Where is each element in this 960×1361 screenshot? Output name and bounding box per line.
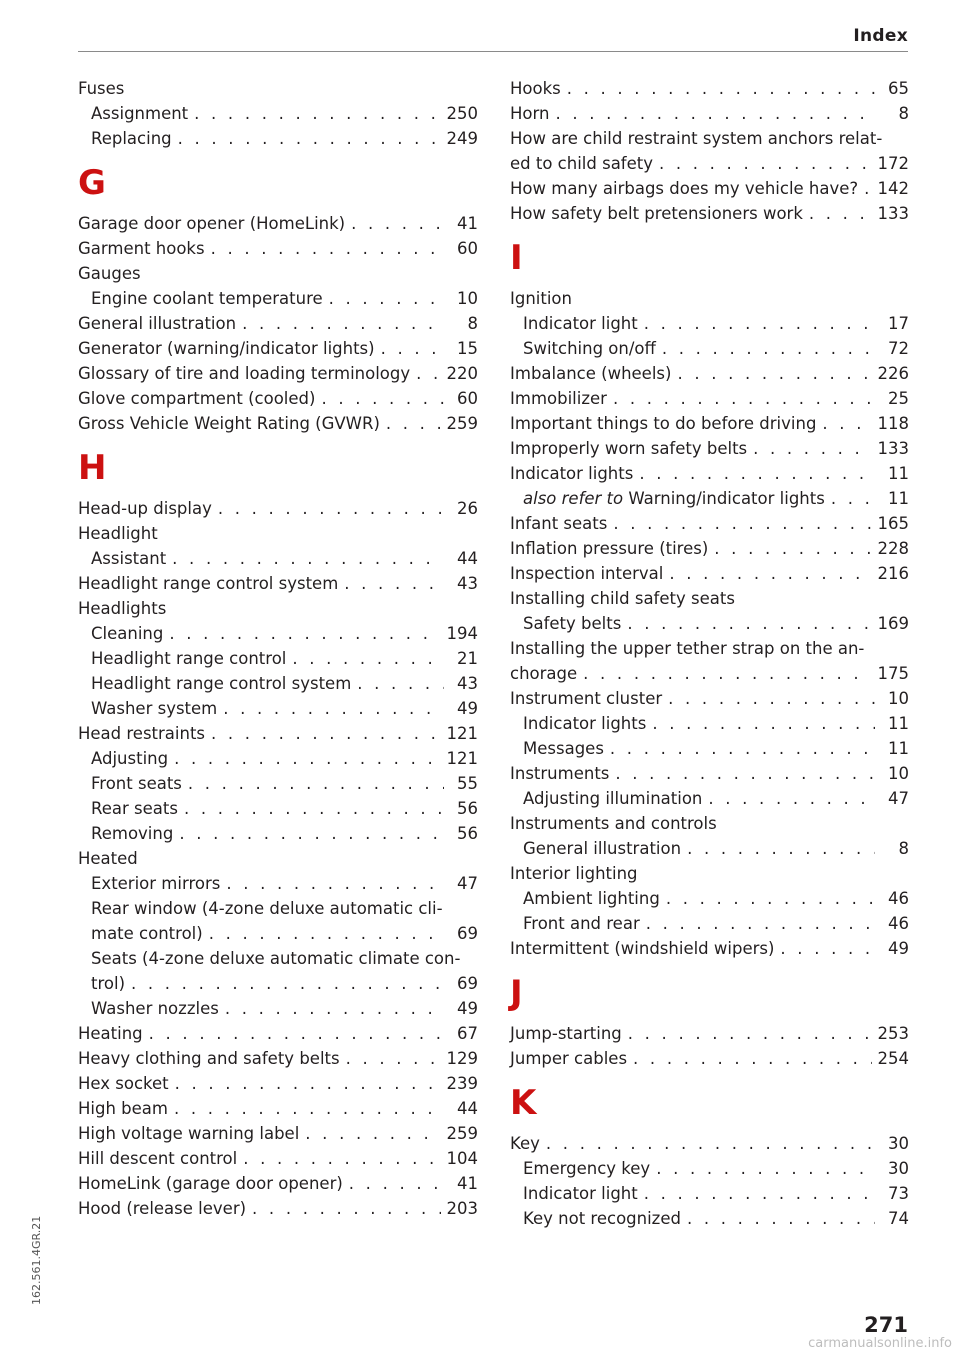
entry-label: Horn	[510, 104, 550, 123]
entry-label: Assistant	[91, 549, 167, 568]
index-subentry[interactable]	[78, 646, 478, 671]
dot-leader	[628, 1021, 872, 1046]
entry-label: Hex socket	[78, 1074, 169, 1093]
page-reference[interactable]: 194	[446, 624, 478, 643]
entry-label: Hill descent control	[78, 1149, 238, 1168]
dot-leader	[346, 1046, 441, 1071]
page-reference[interactable]: 17	[888, 314, 909, 333]
index-subentry[interactable]	[78, 696, 478, 721]
page-reference[interactable]: 69	[457, 974, 478, 993]
dot-leader	[223, 696, 444, 721]
page-reference[interactable]: 11	[888, 489, 909, 508]
page-reference[interactable]: 133	[877, 439, 909, 458]
dot-leader	[809, 201, 872, 226]
entry-label: Washer system	[91, 699, 218, 718]
dot-leader	[329, 286, 444, 311]
page-reference[interactable]: 8	[898, 104, 909, 123]
page-reference[interactable]: 175	[877, 664, 909, 683]
entry-label: Front and rear	[523, 914, 640, 933]
entry-label: Garage door opener (HomeLink)	[78, 214, 346, 233]
page-reference[interactable]: 56	[457, 824, 478, 843]
entry-label: Key	[510, 1134, 540, 1153]
index-entry[interactable]	[78, 411, 478, 436]
entry-label: Instrument cluster	[510, 689, 663, 708]
page-reference[interactable]: 216	[877, 564, 909, 583]
page-reference[interactable]: 259	[446, 414, 478, 433]
entry-label: Intermittent (windshield wipers)	[510, 939, 775, 958]
index-entry[interactable]	[510, 1131, 909, 1156]
index-entry[interactable]	[510, 461, 909, 486]
page-reference[interactable]: 44	[457, 1099, 478, 1118]
entry-label: High voltage warning label	[78, 1124, 300, 1143]
page-reference[interactable]: 121	[446, 724, 478, 743]
index-subentry[interactable]	[510, 1181, 909, 1206]
index-entry[interactable]	[78, 336, 478, 361]
entry-label: Hood (release lever)	[78, 1199, 247, 1218]
dot-leader	[668, 686, 875, 711]
page-reference[interactable]: 10	[457, 289, 478, 308]
index-heading: Installing the upper tether strap on the an-	[510, 639, 865, 658]
index-subentry[interactable]	[510, 736, 909, 761]
index-entry[interactable]	[510, 686, 909, 711]
dot-leader	[252, 1196, 440, 1221]
page-reference[interactable]: 11	[888, 714, 909, 733]
dot-leader	[646, 911, 875, 936]
page-reference[interactable]: 72	[888, 339, 909, 358]
dot-leader	[172, 546, 444, 571]
dot-leader	[780, 936, 875, 961]
entry-label: ed to child safety	[510, 154, 653, 173]
index-subentry[interactable]	[510, 1206, 909, 1231]
entry-label: Inflation pressure (tires)	[510, 539, 709, 558]
entry-label: Indicator lights	[510, 464, 634, 483]
page-reference[interactable]: 46	[888, 914, 909, 933]
index-entry[interactable]	[78, 496, 478, 521]
index-entry[interactable]	[78, 1196, 478, 1221]
dot-leader	[178, 126, 441, 151]
dot-leader	[194, 101, 440, 126]
index-entry[interactable]	[78, 1171, 478, 1196]
page-title: Index	[853, 26, 908, 46]
index-entry[interactable]	[510, 411, 909, 436]
dot-leader	[666, 886, 875, 911]
entry-label: Immobilizer	[510, 389, 607, 408]
dot-leader	[615, 761, 875, 786]
index-subentry[interactable]	[510, 611, 909, 636]
dot-leader	[633, 1046, 871, 1071]
page-reference[interactable]: 41	[457, 214, 478, 233]
index-subentry-text: Seats (4-zone deluxe automatic climate con-	[91, 949, 461, 968]
entry-label: Head restraints	[78, 724, 206, 743]
entry-label: trol)	[91, 974, 126, 993]
page-reference[interactable]: 67	[457, 1024, 478, 1043]
dot-leader	[386, 411, 441, 436]
page-reference[interactable]: 121	[446, 749, 478, 768]
dot-leader	[714, 536, 871, 561]
dot-leader	[662, 336, 875, 361]
page-reference[interactable]: 104	[446, 1149, 478, 1168]
index-entry[interactable]	[78, 211, 478, 236]
index-entry[interactable]	[510, 561, 909, 586]
entry-label: Ambient lighting	[523, 889, 660, 908]
entry-label: chorage	[510, 664, 578, 683]
section-letter: H	[78, 448, 107, 488]
dot-leader	[305, 1121, 440, 1146]
watermark: carmanualsonline.info	[808, 1336, 952, 1351]
page-reference[interactable]: 43	[457, 574, 478, 593]
index-subentry[interactable]	[78, 871, 478, 896]
page-reference[interactable]: 60	[457, 389, 478, 408]
index-subentry[interactable]	[510, 1156, 909, 1181]
page-reference[interactable]: 56	[457, 799, 478, 818]
dot-leader	[209, 921, 444, 946]
index-entry[interactable]	[510, 151, 909, 176]
entry-label: Inspection interval	[510, 564, 664, 583]
page-reference[interactable]: 133	[877, 204, 909, 223]
dot-leader	[184, 796, 444, 821]
index-subentry[interactable]	[78, 101, 478, 126]
index-subentry[interactable]	[78, 746, 478, 771]
index-entry[interactable]	[510, 1021, 909, 1046]
page-reference[interactable]: 259	[446, 1124, 478, 1143]
dot-leader	[613, 386, 875, 411]
entry-label: Adjusting	[91, 749, 169, 768]
entry-label: HomeLink (garage door opener)	[78, 1174, 343, 1193]
index-subentry[interactable]	[78, 796, 478, 821]
entry-label: How safety belt pretensioners work	[510, 204, 803, 223]
dot-leader	[610, 736, 875, 761]
index-column-left	[78, 76, 478, 1221]
section-letter: J	[510, 973, 523, 1013]
dot-leader	[344, 571, 444, 596]
entry-label: Glove compartment (cooled)	[78, 389, 316, 408]
entry-label: Rear seats	[91, 799, 178, 818]
dot-leader	[169, 621, 440, 646]
index-entry[interactable]	[510, 201, 909, 226]
page-reference[interactable]: 250	[446, 104, 478, 123]
index-heading: Ignition	[510, 289, 572, 308]
page-reference[interactable]: 253	[877, 1024, 909, 1043]
page-reference[interactable]: 65	[888, 79, 909, 98]
page-reference[interactable]: 165	[877, 514, 909, 533]
index-entry[interactable]	[510, 536, 909, 561]
page-reference[interactable]: 8	[898, 839, 909, 858]
dot-leader	[677, 361, 871, 386]
dot-leader	[218, 496, 444, 521]
dot-leader	[864, 176, 871, 201]
index-entry[interactable]	[78, 236, 478, 261]
entry-label: Instruments	[510, 764, 610, 783]
page-reference[interactable]: 26	[457, 499, 478, 518]
header-rule	[78, 51, 908, 52]
page-reference[interactable]: 21	[457, 649, 478, 668]
dot-leader	[416, 361, 440, 386]
page-reference[interactable]: 43	[457, 674, 478, 693]
entry-label: Heavy clothing and safety belts	[78, 1049, 340, 1068]
page-reference[interactable]: 226	[877, 364, 909, 383]
page-reference[interactable]: 30	[888, 1134, 909, 1153]
dot-leader	[687, 836, 875, 861]
dot-leader	[188, 771, 444, 796]
page-reference[interactable]: 239	[446, 1074, 478, 1093]
entry-label: Safety belts	[523, 614, 622, 633]
dot-leader	[131, 971, 444, 996]
index-heading: Heated	[78, 849, 138, 868]
entry-label: How many airbags does my vehicle have?	[510, 179, 859, 198]
entry-label: Headlight range control	[91, 649, 287, 668]
entry-label: Messages	[523, 739, 604, 758]
page-reference[interactable]: 172	[877, 154, 909, 173]
dot-leader	[351, 211, 444, 236]
page-reference[interactable]: 46	[888, 889, 909, 908]
page-reference[interactable]: 44	[457, 549, 478, 568]
index-heading: How are child restraint system anchors relat-	[510, 129, 883, 148]
index-entry[interactable]	[510, 436, 909, 461]
index-entry[interactable]	[78, 386, 478, 411]
index-heading: Headlight	[78, 524, 158, 543]
entry-label: Generator (warning/indicator lights)	[78, 339, 375, 358]
page-reference[interactable]: 15	[457, 339, 478, 358]
page-reference[interactable]: 49	[457, 699, 478, 718]
dot-leader	[822, 411, 871, 436]
entry-label: Exterior mirrors	[91, 874, 221, 893]
index-entry[interactable]	[510, 386, 909, 411]
dot-leader	[567, 76, 875, 101]
entry-label: Glossary of tire and loading terminology	[78, 364, 411, 383]
dot-leader	[226, 871, 444, 896]
index-subentry[interactable]	[78, 671, 478, 696]
index-entry[interactable]	[78, 1121, 478, 1146]
page-reference[interactable]: 10	[888, 764, 909, 783]
dot-leader	[174, 1096, 444, 1121]
dot-leader	[656, 1156, 875, 1181]
page-reference[interactable]: 220	[446, 364, 478, 383]
entry-label: Warning/indicator lights	[628, 489, 825, 508]
index-subentry[interactable]	[510, 836, 909, 861]
entry-label: Garment hooks	[78, 239, 205, 258]
index-column-right	[510, 76, 909, 1231]
entry-label: mate control)	[91, 924, 203, 943]
entry-label: Key not recognized	[523, 1209, 681, 1228]
entry-label: General illustration	[523, 839, 682, 858]
entry-label: General illustration	[78, 314, 237, 333]
page-reference[interactable]: 11	[888, 739, 909, 758]
entry-label: Removing	[91, 824, 174, 843]
index-subentry[interactable]	[78, 546, 478, 571]
document-code: 162.561.4GR.21	[30, 1215, 43, 1305]
dot-leader	[243, 1146, 440, 1171]
page-reference[interactable]: 129	[446, 1049, 478, 1068]
dot-leader	[211, 721, 440, 746]
index-heading: Gauges	[78, 264, 141, 283]
index-entry[interactable]	[510, 486, 909, 511]
entry-label: Jump-starting	[510, 1024, 622, 1043]
page-reference[interactable]: 10	[888, 689, 909, 708]
dot-leader	[211, 236, 444, 261]
dot-leader	[613, 511, 871, 536]
index-subentry[interactable]	[510, 311, 909, 336]
dot-leader	[652, 711, 875, 736]
index-subentry[interactable]	[78, 621, 478, 646]
page-number: 271	[864, 1313, 908, 1337]
entry-label: Hooks	[510, 79, 561, 98]
section-letter: K	[510, 1083, 537, 1123]
index-subentry[interactable]	[510, 886, 909, 911]
entry-label: Indicator light	[523, 314, 638, 333]
dot-leader	[292, 646, 444, 671]
index-entry[interactable]	[78, 1146, 478, 1171]
dot-leader	[174, 746, 440, 771]
cross-reference	[523, 486, 825, 511]
index-subentry[interactable]	[78, 921, 478, 946]
index-heading: Instruments and controls	[510, 814, 717, 833]
entry-label: Emergency key	[523, 1159, 651, 1178]
page-reference[interactable]: 254	[877, 1049, 909, 1068]
page-reference[interactable]: 11	[888, 464, 909, 483]
entry-label: Head-up display	[78, 499, 212, 518]
index-subentry[interactable]	[78, 821, 478, 846]
section-letter: I	[510, 238, 523, 278]
index-entry[interactable]	[78, 1096, 478, 1121]
dot-leader	[753, 436, 871, 461]
entry-label: Imbalance (wheels)	[510, 364, 672, 383]
index-entry[interactable]	[78, 1046, 478, 1071]
dot-leader	[627, 611, 871, 636]
entry-label: Switching on/off	[523, 339, 656, 358]
index-subentry[interactable]	[510, 786, 909, 811]
index-subentry[interactable]	[510, 336, 909, 361]
index-entry[interactable]	[78, 311, 478, 336]
dot-leader	[349, 1171, 444, 1196]
entry-label: Headlight range control system	[91, 674, 352, 693]
dot-leader	[644, 311, 875, 336]
index-subentry-text: Rear window (4-zone deluxe automatic cli-	[91, 899, 443, 918]
page-reference[interactable]: 69	[457, 924, 478, 943]
page-reference[interactable]: 142	[877, 179, 909, 198]
page-reference[interactable]: 25	[888, 389, 909, 408]
page-reference[interactable]: 47	[457, 874, 478, 893]
page-reference[interactable]: 73	[888, 1184, 909, 1203]
index-entry[interactable]	[510, 101, 909, 126]
entry-label: Indicator lights	[523, 714, 647, 733]
index-subentry[interactable]	[78, 286, 478, 311]
page-reference[interactable]: 228	[877, 539, 909, 558]
dot-leader	[669, 561, 871, 586]
page-reference[interactable]: 74	[888, 1209, 909, 1228]
entry-label: Infant seats	[510, 514, 608, 533]
entry-label: Headlight range control system	[78, 574, 339, 593]
dot-leader	[583, 661, 871, 686]
entry-label: Jumper cables	[510, 1049, 628, 1068]
page-reference[interactable]: 8	[467, 314, 478, 333]
index-subentry[interactable]	[78, 971, 478, 996]
dot-leader	[225, 996, 444, 1021]
index-subentry[interactable]	[78, 771, 478, 796]
index-subentry[interactable]	[510, 911, 909, 936]
dot-leader	[644, 1181, 875, 1206]
index-heading: Interior lighting	[510, 864, 638, 883]
index-entry[interactable]	[510, 511, 909, 536]
page-reference[interactable]: 49	[888, 939, 909, 958]
index-heading: Headlights	[78, 599, 167, 618]
entry-label: Replacing	[91, 129, 172, 148]
page-reference[interactable]: 47	[888, 789, 909, 808]
dot-leader	[687, 1206, 875, 1231]
dot-leader	[179, 821, 444, 846]
entry-label: Engine coolant temperature	[91, 289, 323, 308]
dot-leader	[659, 151, 872, 176]
dot-leader	[381, 336, 444, 361]
entry-label: Adjusting illumination	[523, 789, 703, 808]
dot-leader	[546, 1131, 875, 1156]
dot-leader	[149, 1021, 444, 1046]
page-reference[interactable]: 55	[457, 774, 478, 793]
index-heading: Installing child safety seats	[510, 589, 735, 608]
entry-label: Assignment	[91, 104, 189, 123]
entry-label: Heating	[78, 1024, 143, 1043]
index-entry[interactable]	[510, 661, 909, 686]
page-reference[interactable]: 60	[457, 239, 478, 258]
entry-label: Gross Vehicle Weight Rating (GVWR)	[78, 414, 380, 433]
index-entry[interactable]	[510, 936, 909, 961]
index-entry[interactable]	[510, 176, 909, 201]
entry-label: Front seats	[91, 774, 182, 793]
entry-label: Indicator light	[523, 1184, 638, 1203]
index-entry[interactable]	[510, 76, 909, 101]
page-reference[interactable]: 118	[877, 414, 909, 433]
dot-leader	[639, 461, 875, 486]
index-subentry[interactable]	[78, 996, 478, 1021]
dot-leader	[708, 786, 875, 811]
section-letter: G	[78, 163, 106, 203]
entry-label: Washer nozzles	[91, 999, 219, 1018]
index-entry[interactable]	[510, 361, 909, 386]
page-reference[interactable]: 203	[446, 1199, 478, 1218]
dot-leader	[175, 1071, 441, 1096]
entry-label: Cleaning	[91, 624, 164, 643]
index-entry[interactable]	[78, 721, 478, 746]
page-reference[interactable]: 249	[446, 129, 478, 148]
index-subentry[interactable]	[78, 126, 478, 151]
also-refer-label: also refer to	[523, 489, 624, 508]
entry-label: Important things to do before driving	[510, 414, 817, 433]
index-entry[interactable]	[78, 1021, 478, 1046]
index-subentry[interactable]	[510, 711, 909, 736]
index-heading: Fuses	[78, 79, 125, 98]
dot-leader	[321, 386, 444, 411]
entry-label: High beam	[78, 1099, 168, 1118]
page-reference[interactable]: 49	[457, 999, 478, 1018]
index-entry[interactable]	[510, 761, 909, 786]
index-entry[interactable]	[78, 1071, 478, 1096]
page-reference[interactable]: 169	[877, 614, 909, 633]
dot-leader	[831, 486, 875, 511]
index-entry[interactable]	[78, 361, 478, 386]
index-entry[interactable]	[78, 571, 478, 596]
page-reference[interactable]: 41	[457, 1174, 478, 1193]
page-reference[interactable]: 30	[888, 1159, 909, 1178]
dot-leader	[555, 101, 875, 126]
entry-label: Improperly worn safety belts	[510, 439, 748, 458]
dot-leader	[357, 671, 444, 696]
index-entry[interactable]	[510, 1046, 909, 1071]
dot-leader	[242, 311, 444, 336]
